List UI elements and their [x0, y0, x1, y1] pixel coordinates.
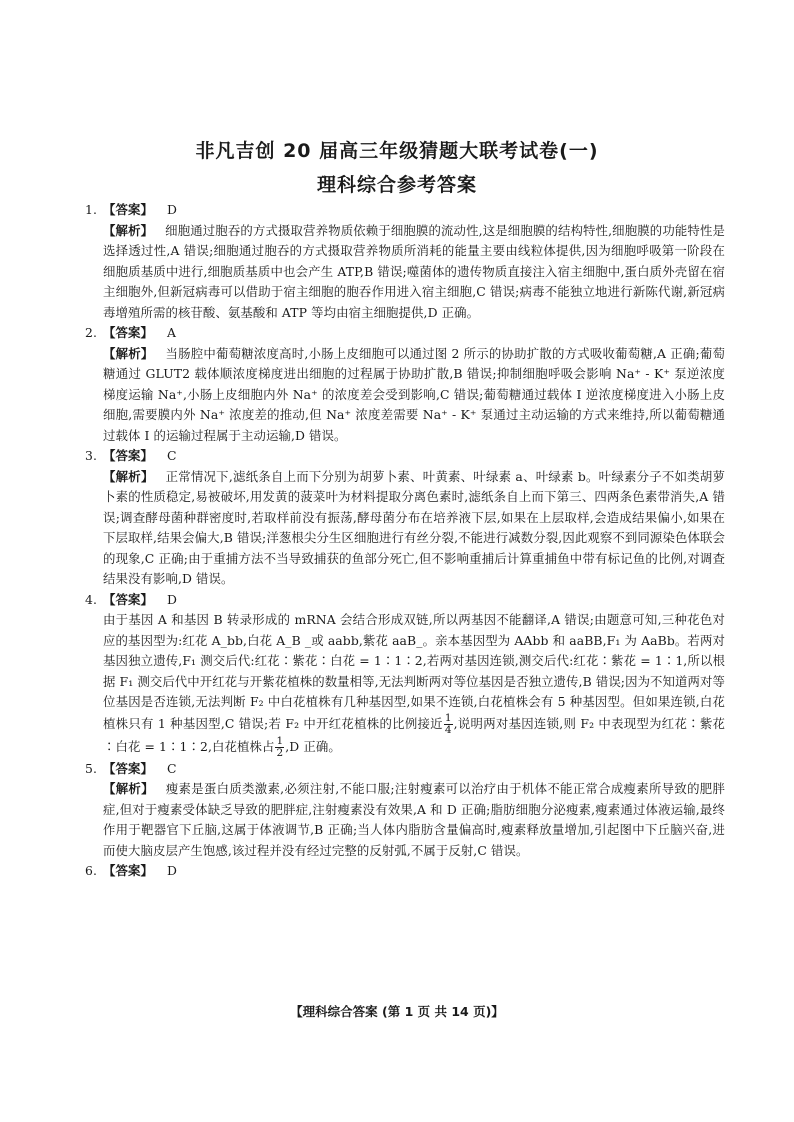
answer-content [85, 200, 725, 882]
explanation-label: 【解析】 [103, 781, 154, 796]
question-4-answer [85, 590, 725, 611]
question-1-explanation [85, 221, 725, 324]
question-2-answer [85, 323, 725, 344]
answer-value: D [166, 202, 178, 217]
question-number: 3. [85, 448, 98, 463]
answer-value: A [166, 325, 177, 340]
answer-label: 【答案】 [103, 591, 153, 607]
question-number: 2. [85, 325, 98, 340]
explanation-label: 【解析】 [103, 468, 154, 484]
answer-label: 【答案】 [103, 448, 153, 463]
question-5-answer [85, 759, 725, 780]
explanation-text: 正常情况下,滤纸条自上而下分别为胡萝卜素、叶黄素、叶绿素 a、叶绿素 b。叶绿素分子不如类胡萝卜素的性质稳定,易被破坏,用发黄的菠菜叶为材料提取分离色素时,滤纸条自上而下第三、四两条色素带消失,A 错误;调查酵母菌种群密度时,若取样前没有振荡,酵母菌分布在培养液下层,如果在上层取样,会造成结果偏小,如果在下层取样,结果会偏大,B 错误;洋葱根尖分生区细胞进行有丝分裂,不能进行减数分裂,因此观察不到同源染色体联会的现象,C 正确;由于重捕方法不当导致捕获的鱼部分死亡,但不影响重捕后计算重捕鱼中带有标记鱼的比例,对调查结果没有影响,D 错误。 [103, 468, 725, 586]
fraction-one-quarter [444, 713, 453, 736]
answer-label: 【答案】 [103, 863, 153, 878]
question-6-answer [85, 861, 725, 882]
explanation-text: 细胞通过胞吞的方式摄取营养物质依赖于细胞膜的流动性,这是细胞膜的结构特性,细胞膜的功能特性是选择透过性,A 错误;细胞通过胞吞的方式摄取营养物质所消耗的能量主要由线粒体提供,因为细胞呼吸第一阶段在细胞质基质中进行,细胞质基质中也会产生 ATP,B 错误;噬菌体的遗传物质直接注入宿主细胞中,蛋白质外壳留在宿主细胞外,但新冠病毒可以借助于宿主细胞的胞吞作用进入宿主细胞,C 错误;病毒不能独立地进行新陈代谢,新冠病毒增殖所需的核苷酸、氨基酸和 ATP 等均由宿主细胞提供,D 正确。 [103, 222, 725, 320]
question-number: 6. [85, 863, 98, 878]
question-4-explanation [85, 610, 725, 759]
explanation-label: 【解析】 [103, 222, 154, 238]
question-number: 1. [85, 202, 98, 217]
fraction-numerator: 1 [444, 711, 452, 724]
fraction-numerator: 1 [276, 734, 284, 747]
explanation-text: 由于基因 A 和基因 B 转录形成的 mRNA 会结合形成双链,所以两基因不能翻译,A 错误;由题意可知,三种花色对应的基因型为:红花 A_bb,白花 A_B _或 aabb,紫花 aaB_。亲本基因型为 AAbb 和 aaBB,F₁ 为 AaBb。若两对基因独立遗传,F₁ 测交后代:红花∶紫花∶白花 = 1∶1∶2,若两对基因连锁,测交后代:红花∶紫花 = 1∶1,所以根据 F₁ 测交后代中开红花与开紫花植株的数量相等,无法判断两对等位基因是否独立遗传,B 错误;因为不知道两对等位基因是否连锁,无法判断 F₂ 中白花植株有几种基因型,如果不连锁,白花植株会有 5 种基因型。但如果连锁,白花植株只有 1 种基因型,C 错误;若 F₂ 中开红花植株的比例接近 [103, 612, 726, 731]
answer-label: 【答案】 [103, 760, 153, 776]
answer-value: D [166, 863, 178, 878]
question-2-explanation [85, 344, 725, 447]
question-3-answer [85, 446, 725, 467]
question-number: 5. [85, 760, 98, 776]
explanation-text: 当肠腔中葡萄糖浓度高时,小肠上皮细胞可以通过图 2 所示的协助扩散的方式吸收葡萄糖,A 正确;葡萄糖通过 GLUT2 载体顺浓度梯度进出细胞的过程属于协助扩散,B 错误;抑制细胞呼吸会影响 Na⁺ - K⁺ 泵逆浓度梯度运输 Na⁺,小肠上皮细胞内外 Na⁺ 的浓度差会受到影响,C 错误;葡萄糖通过载体 Ⅰ 逆浓度梯度进入小肠上皮细胞,需要膜内外 Na⁺ 浓度差的推动,但 Na⁺ 浓度差需要 Na⁺ - K⁺ 泵通过主动运输的方式来维持,所以葡萄糖通过载体 Ⅰ 的运输过程属于主动运输,D 错误。 [103, 345, 725, 443]
answer-label: 【答案】 [103, 202, 153, 217]
fraction-denominator: 2 [276, 746, 284, 759]
document-title: 非凡吉创 20 届高三年级猜题大联考试卷(一) [195, 140, 599, 162]
explanation-text: ,说明两对基因连锁,则 F₂ 中表现型为红花∶紫花∶白花 = 1∶1∶2,白花植株占 [103, 715, 725, 754]
question-number: 4. [85, 591, 98, 607]
answer-value: C [166, 448, 177, 463]
question-3-explanation [85, 467, 725, 590]
answer-value: D [166, 591, 178, 607]
explanation-text: ,D 正确。 [285, 738, 341, 754]
answer-label: 【答案】 [103, 325, 153, 340]
explanation-label: 【解析】 [103, 345, 154, 361]
document-subtitle: 理科综合参考答案 [316, 174, 477, 196]
question-5-explanation [85, 779, 725, 861]
answer-value: C [166, 760, 177, 776]
fraction-denominator: 4 [444, 723, 452, 736]
explanation-text: 瘦素是蛋白质类激素,必须注射,不能口服;注射瘦素可以治疗由于机体不能正常合成瘦素所导致的肥胖症,但对于瘦素受体缺乏导致的肥胖症,注射瘦素没有效果,A 和 D 正确;脂肪细胞分泌瘦素,瘦素通过体液运输,最终作用于靶器官下丘脑,这属于体液调节,B 正确;当人体内脂肪含量偏高时,瘦素释放量增加,引起图中下丘脑兴奋,进而使大脑皮层产生饱感,该过程并没有经过完整的反射弧,不属于反射,C 错误。 [103, 781, 725, 858]
question-1-answer [85, 200, 725, 221]
fraction-one-half [275, 736, 284, 759]
page-footer: 【理科综合答案 (第 1 页 共 14 页)】 [290, 1004, 504, 1019]
